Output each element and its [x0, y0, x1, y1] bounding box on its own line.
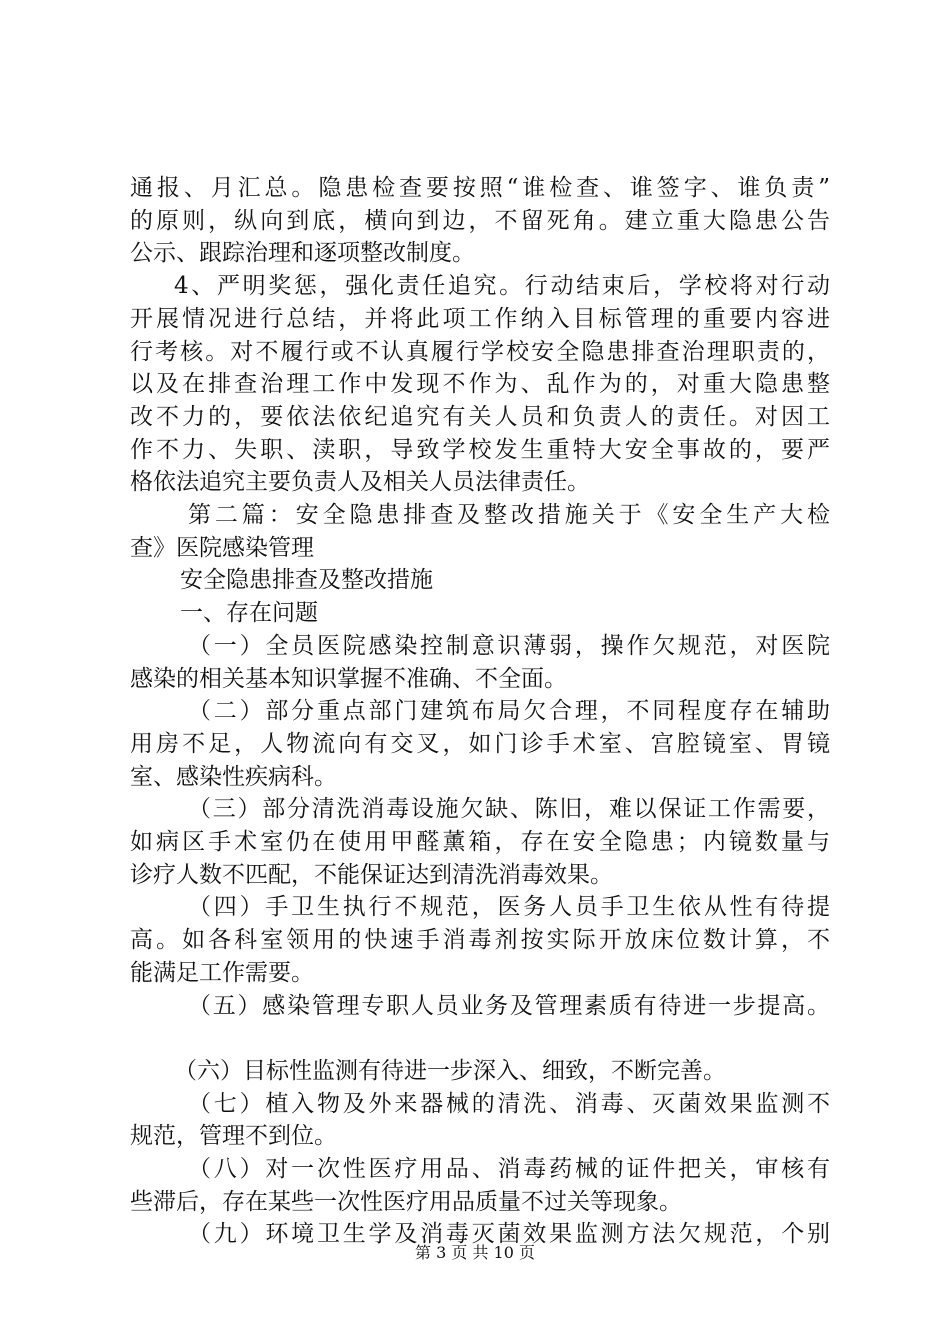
text-line: 如病区手术室仍在使用甲醛薰箱，存在安全隐患；内镜数量与 — [130, 829, 830, 855]
text-line: （四）手卫生执行不规范，医务人员手卫生依从性有待提 — [188, 894, 830, 920]
text-line: 安全隐患排查及整改措施 — [180, 567, 433, 593]
text-line: （六）目标性监测有待进一步深入、细致，不断完善。 — [174, 1058, 726, 1084]
text-line: 作不力、失职、渎职，导致学校发生重特大安全事故的，要严 — [130, 437, 830, 463]
text-line: 格依法追究主要负责人及相关人员法律责任。 — [130, 469, 590, 495]
text-line: 用房不足，人物流向有交叉，如门诊手术室、宫腔镜室、胃镜 — [130, 731, 830, 757]
text-line: 一、存在问题 — [180, 600, 318, 626]
text-line: 4、严明奖惩，强化责任追究。行动结束后，学校将对行动 — [174, 273, 830, 299]
text-line: 高。如各科室领用的快速手消毒剂按实际开放床位数计算，不 — [130, 927, 830, 953]
text-line: 改不力的，要依法依纪追究有关人员和负责人的责任。对因工 — [130, 404, 830, 430]
text-line: 室、感染性疾病科。 — [130, 764, 337, 790]
text-line: 的原则，纵向到底，横向到边，不留死角。建立重大隐患公告 — [130, 208, 830, 234]
text-line: 查》医院感染管理 — [130, 535, 314, 561]
text-line: 能满足工作需要。 — [130, 960, 314, 986]
text-line: 行考核。对不履行或不认真履行学校安全隐患排查治理职责的， — [130, 339, 830, 365]
text-line: 些滞后，存在某些一次性医疗用品质量不过关等现象。 — [130, 1189, 682, 1215]
text-line: 规范，管理不到位。 — [130, 1123, 337, 1149]
text-line: （九）环境卫生学及消毒灭菌效果监测方法欠规范，个别 — [188, 1221, 830, 1247]
text-line: （三）部分清洗消毒设施欠缺、陈旧，难以保证工作需要， — [188, 796, 830, 822]
text-line: 公示、跟踪治理和逐项整改制度。 — [130, 240, 475, 266]
text-line: 诊疗人数不匹配，不能保证达到清洗消毒效果。 — [130, 862, 613, 888]
text-line: （二）部分重点部门建筑布局欠合理，不同程度存在辅助 — [188, 698, 830, 724]
text-line: （一）全员医院感染控制意识薄弱，操作欠规范，对医院 — [188, 633, 830, 659]
text-line: 以及在排查治理工作中发现不作为、乱作为的，对重大隐患整 — [130, 371, 830, 397]
text-line: （八）对一次性医疗用品、消毒药械的证件把关，审核有 — [188, 1156, 830, 1182]
text-line: 通报、月汇总。隐患检查要按照“谁检查、谁签字、谁负责” — [130, 175, 830, 201]
text-line: 感染的相关基本知识掌握不准确、不全面。 — [130, 666, 567, 692]
page-footer: 第 3 页 共 10 页 — [415, 1243, 535, 1262]
text-line: （七）植入物及外来器械的清洗、消毒、灭菌效果监测不 — [188, 1091, 830, 1117]
text-line: 开展情况进行总结，并将此项工作纳入目标管理的重要内容进 — [130, 306, 830, 332]
text-line: 第二篇：安全隐患排查及整改措施关于《安全生产大检 — [188, 502, 830, 528]
text-line: （五）感染管理专职人员业务及管理素质有待进一步提高。 — [188, 993, 830, 1019]
